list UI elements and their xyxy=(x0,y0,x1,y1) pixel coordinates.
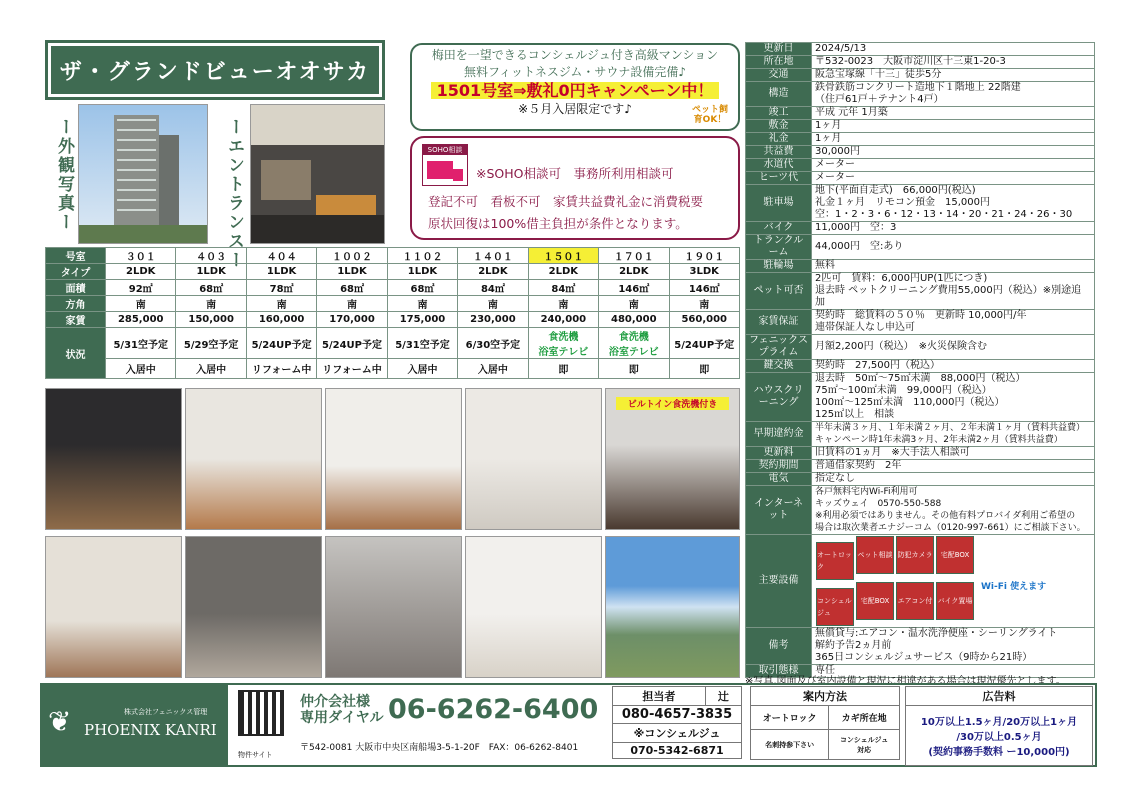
spec-row xyxy=(746,335,1095,360)
rooms-row-status xyxy=(46,328,740,359)
room-cell: 入居中 xyxy=(387,359,457,379)
room-cell: 175,000 xyxy=(387,312,457,328)
spec-row xyxy=(746,235,1095,260)
room-cell: 入居中 xyxy=(106,359,176,379)
room-cell: 560,000 xyxy=(669,312,740,328)
spec-row xyxy=(746,373,1095,422)
room-cell: 2LDK xyxy=(458,264,528,280)
room-cell: 1LDK xyxy=(317,264,387,280)
equipment-icon: コンシェルジュ xyxy=(816,588,854,626)
room-cell: 即 xyxy=(669,359,740,379)
promo-line1: 梅田を一望できるコンシェルジュ付き高級マンション xyxy=(431,48,719,62)
spec-value: 退去時 50㎡〜75㎡未満 88,000円（税込） 75㎡〜100㎡未満 99,000円（税込） 100㎡〜125㎡未満 110,000円（税込） 125㎡以上 相談 xyxy=(812,373,1095,422)
ad-text: 10万以上1.5ヶ月/20万以上1ヶ月 /30万以上0.5ヶ月 (契約事務手数料 ー10,000円) xyxy=(906,706,1093,766)
rooms-row-label: 面積 xyxy=(46,280,106,296)
kitchen-photo xyxy=(465,536,602,678)
soho-line3: 原状回復は100%借主負担が条件となります。 xyxy=(428,216,688,231)
spec-key: 家賃保証 xyxy=(746,310,812,335)
room-cell: 5/24UP予定 xyxy=(246,328,316,359)
view-photo xyxy=(605,536,740,678)
rooms-table xyxy=(45,247,740,379)
phoenix-logo-icon: ❦ xyxy=(48,705,72,738)
room-cell: 5/29空予定 xyxy=(176,328,246,359)
spec-row xyxy=(746,273,1095,310)
spec-value: 月額2,200円（税込） ※火災保険含む xyxy=(812,335,1095,360)
guide-table xyxy=(750,686,900,760)
spec-key: 早期違約金 xyxy=(746,422,812,447)
room-cell: 南 xyxy=(528,296,598,312)
room-cell: 480,000 xyxy=(599,312,669,328)
room-cell: １９０１ xyxy=(669,248,740,264)
spec-value: 専任 xyxy=(812,665,1095,678)
room-cell: 即 xyxy=(528,359,598,379)
dishwasher-photo xyxy=(605,388,740,530)
spec-value: 鉄骨鉄筋コンクリート造地下１階地上 22階建 （住戸61戸＋テナント4戸） xyxy=(812,82,1095,107)
spec-key: 礼金 xyxy=(746,133,812,146)
room-cell: ４０４ xyxy=(246,248,316,264)
spec-row xyxy=(746,69,1095,82)
spec-row xyxy=(746,260,1095,273)
spec-key: 敷金 xyxy=(746,120,812,133)
staff-label: 担当者 xyxy=(613,687,706,706)
concierge-phone: 070-5342-6871 xyxy=(613,743,742,759)
rooms-row-area xyxy=(46,280,740,296)
spec-value: 2024/5/13 xyxy=(812,43,1095,56)
guide-label: 案内方法 xyxy=(751,687,900,706)
room-cell: 240,000 xyxy=(528,312,598,328)
room-cell: １７０１ xyxy=(599,248,669,264)
spec-key: 更新料 xyxy=(746,447,812,460)
spec-value: 1ヶ月 xyxy=(812,120,1095,133)
room-cell: 食洗機 浴室テレビ xyxy=(528,328,598,359)
spec-row xyxy=(746,107,1095,120)
spec-row xyxy=(746,172,1095,185)
room-cell: 2LDK xyxy=(599,264,669,280)
spec-row xyxy=(746,422,1095,447)
spec-row xyxy=(746,447,1095,460)
room-cell: リフォーム中 xyxy=(246,359,316,379)
equipment-icon: オートロック xyxy=(816,542,854,580)
room-cell: 5/31空予定 xyxy=(106,328,176,359)
spec-key: 水道代 xyxy=(746,159,812,172)
washroom-photo xyxy=(45,536,182,678)
spec-row xyxy=(746,120,1095,133)
room-cell: 5/24UP予定 xyxy=(669,328,740,359)
spec-key: 駐輪場 xyxy=(746,260,812,273)
room-cell: ４０３ xyxy=(176,248,246,264)
equipment-icon: 宅配BOX xyxy=(936,536,974,574)
spec-row xyxy=(746,460,1095,473)
rooms-row-label: 方角 xyxy=(46,296,106,312)
promo-box xyxy=(410,43,740,131)
spec-value: 11,000円 空：3 xyxy=(812,222,1095,235)
company-name: PHOENIX KANRI xyxy=(84,721,217,739)
photo-grid xyxy=(45,388,740,680)
room-cell: 3LDK xyxy=(669,264,740,280)
spec-key: バイク xyxy=(746,222,812,235)
room-cell: 南 xyxy=(106,296,176,312)
spec-value: 1ヶ月 xyxy=(812,133,1095,146)
spec-value: メーター xyxy=(812,159,1095,172)
bedroom-photo xyxy=(325,388,462,530)
spec-value: 2匹可 賃料：6,000円UP(1匹につき) 退去時 ペットクリーニング費用55,000円（税込）※別途追加 xyxy=(812,273,1095,310)
spec-value: 契約時 総賃料の５０％ 更新時 10,000円/年 連帯保証人なし申込可 xyxy=(812,310,1095,335)
spec-key: 更新日 xyxy=(746,43,812,56)
soho-line1: ※SOHO相談可 事務所利用相談可 xyxy=(476,166,674,181)
spec-value: 〒532-0023 大阪市淀川区十三東1-20-3 xyxy=(812,56,1095,69)
spec-row xyxy=(746,43,1095,56)
spec-value: 30,000円 xyxy=(812,146,1095,159)
rooms-row-dir xyxy=(46,296,740,312)
rooms-row-type xyxy=(46,264,740,280)
qr-code-icon[interactable] xyxy=(238,690,284,736)
spec-row xyxy=(746,310,1095,335)
spec-value: 半年未満３ヶ月、１年未満２ヶ月、２年未満１ヶ月（賃料共益費） キャンペーン時1年未満3ヶ月、2年未満2ヶ月（賃料共益費） xyxy=(812,422,1095,447)
spec-row xyxy=(746,133,1095,146)
spec-row xyxy=(746,535,1095,628)
spec-row xyxy=(746,146,1095,159)
spec-value: 阪急宝塚線「十三」徒歩5分 xyxy=(812,69,1095,82)
spec-value: 平成 元年 1月築 xyxy=(812,107,1095,120)
staff-phone: 080-4657-3835 xyxy=(613,706,742,724)
room-cell: 230,000 xyxy=(458,312,528,328)
room-cell: 南 xyxy=(387,296,457,312)
staff-table xyxy=(612,686,742,759)
spec-value: 各戸無料宅内Wi-Fi利用可 キッズウェイ 0570-550-588 ※利用必須ではありません。その他有料プロバイダ利用ご希望の 場合は取次業者エナジーコム（0120-997-661）にご相談下さい。 xyxy=(812,486,1095,535)
spec-key: ペット可否 xyxy=(746,273,812,310)
room-cell: 5/24UP予定 xyxy=(317,328,387,359)
spec-key: ヒーツ代 xyxy=(746,172,812,185)
room-cell: 南 xyxy=(458,296,528,312)
rooms-row-rent xyxy=(46,312,740,328)
white-floor-photo xyxy=(465,388,602,530)
spec-key: 竣工 xyxy=(746,107,812,120)
spec-row xyxy=(746,473,1095,486)
spec-key: 駐車場 xyxy=(746,185,812,222)
concierge-label: ※コンシェルジュ xyxy=(613,724,742,743)
equipment-icon: バイク置場 xyxy=(936,582,974,620)
living-kitchen-photo xyxy=(45,388,182,530)
soho-badge: SOHO相談 xyxy=(423,145,467,155)
staff-name: 辻 xyxy=(705,687,741,706)
room-cell: 146㎡ xyxy=(599,280,669,296)
promo-line2: 無料フィットネスジム・サウナ設備完備♪ xyxy=(463,65,687,79)
disclaimer: ※写真,図面及び室内設備と現況に相違がある場合は現況優先とします。 xyxy=(745,676,1066,687)
spec-key: 共益費 xyxy=(746,146,812,159)
dishwasher-caption: ビルトイン食洗機付き xyxy=(616,397,729,410)
spec-key: 所在地 xyxy=(746,56,812,69)
dial-label-1: 仲介会社様 xyxy=(300,694,370,710)
room-cell: 92㎡ xyxy=(106,280,176,296)
bathroom-photo xyxy=(325,536,462,678)
rooms-row-label: 号室 xyxy=(46,248,106,264)
spec-row xyxy=(746,82,1095,107)
spec-row xyxy=(746,486,1095,535)
living-room-photo xyxy=(185,388,322,530)
spec-key: 電気 xyxy=(746,473,812,486)
guide-c: 名刺持参下さい xyxy=(751,730,829,760)
room-cell: 68㎡ xyxy=(317,280,387,296)
rooms-row-label: 状況 xyxy=(46,328,106,379)
room-cell: 食洗機 浴室テレビ xyxy=(599,328,669,359)
dial-label xyxy=(300,694,384,726)
building-title: ザ・グランドビューオオサカ xyxy=(51,46,379,94)
room-cell: 160,000 xyxy=(246,312,316,328)
spec-row xyxy=(746,222,1095,235)
room-cell: 南 xyxy=(599,296,669,312)
room-cell: 84㎡ xyxy=(458,280,528,296)
room-cell: リフォーム中 xyxy=(317,359,387,379)
dial-label-2: 専用ダイヤル xyxy=(300,710,384,726)
room-cell: 1LDK xyxy=(387,264,457,280)
room-cell: 68㎡ xyxy=(387,280,457,296)
spec-row xyxy=(746,56,1095,69)
room-cell: 南 xyxy=(176,296,246,312)
room-cell: 1LDK xyxy=(246,264,316,280)
room-cell: 2LDK xyxy=(528,264,598,280)
spec-key: 備考 xyxy=(746,628,812,665)
guide-d: コンシェルジュ 対応 xyxy=(829,730,900,760)
room-cell: 南 xyxy=(246,296,316,312)
spec-value: 地下(平面自走式) 66,000円(税込) 礼金１ヶ月 リモコン預金 15,000円 空：1・2・3・6・12・13・14・20・21・24・26・30 xyxy=(812,185,1095,222)
room-cell: 150,000 xyxy=(176,312,246,328)
equipment-icon: 宅配BOX xyxy=(856,582,894,620)
promo-note: ※５月入居限定です♪ xyxy=(518,102,632,116)
room-cell: 入居中 xyxy=(176,359,246,379)
soho-box xyxy=(410,136,740,240)
spec-row xyxy=(746,185,1095,222)
spec-value: 旧賃料の1ヵ月 ※大手法人相談可 xyxy=(812,447,1095,460)
spec-value: 指定なし xyxy=(812,473,1095,486)
spec-key: トランクルーム xyxy=(746,235,812,260)
room-cell: 入居中 xyxy=(458,359,528,379)
room-cell: 1LDK xyxy=(176,264,246,280)
company-logo-box xyxy=(42,685,228,765)
exterior-label: ー外観写真ー xyxy=(54,118,74,232)
guide-a: オートロック xyxy=(751,706,829,730)
room-cell: ３０１ xyxy=(106,248,176,264)
spec-value: 無償貸与:エアコン・温水洗浄便座・シーリングライト 解約予告2ヵ月前 365日コンシェルジュサービス（9時から21時） xyxy=(812,628,1095,665)
rooms-row-no xyxy=(46,248,740,264)
room-cell: １００２ xyxy=(317,248,387,264)
room-cell: 5/31空予定 xyxy=(387,328,457,359)
building-title-box xyxy=(45,40,385,100)
exterior-photo xyxy=(78,104,208,244)
room-cell: 285,000 xyxy=(106,312,176,328)
toilet-photo xyxy=(185,536,322,678)
spec-key: 主要設備 xyxy=(746,535,812,628)
room-cell: 78㎡ xyxy=(246,280,316,296)
room-cell: 6/30空予定 xyxy=(458,328,528,359)
soho-line2: 登記不可 看板不可 家賃共益費礼金に消費税要 xyxy=(428,194,704,209)
spec-key: インターネット xyxy=(746,486,812,535)
room-cell: 84㎡ xyxy=(528,280,598,296)
footer-address: 〒542-0081 大阪市中央区南船場3-5-1-20F FAX：06-6262-8401 xyxy=(300,743,579,753)
spec-value xyxy=(812,535,1095,628)
spec-key: 構造 xyxy=(746,82,812,107)
equipment-icon: 防犯カメラ xyxy=(896,536,934,574)
spec-row xyxy=(746,628,1095,665)
spec-table xyxy=(745,42,1095,678)
room-cell: １４０１ xyxy=(458,248,528,264)
spec-key: 契約期間 xyxy=(746,460,812,473)
room-cell: 南 xyxy=(669,296,740,312)
spec-key: 取引態様 xyxy=(746,665,812,678)
entrance-photo xyxy=(250,104,385,244)
spec-value: 契約時 27,500円（税込） xyxy=(812,360,1095,373)
promo-headline: 1501号室⇒敷礼0円キャンペーン中！ xyxy=(431,82,720,99)
spec-key: 鍵交換 xyxy=(746,360,812,373)
spec-value: 普通借家契約 2年 xyxy=(812,460,1095,473)
equipment-icon: エアコン付 xyxy=(896,582,934,620)
ad-label: 広告料 xyxy=(906,687,1093,706)
soho-icon xyxy=(422,144,468,186)
spec-key: フェニックスプライム xyxy=(746,335,812,360)
spec-value: 44,000円 空:あり xyxy=(812,235,1095,260)
qr-label: 物件サイト xyxy=(238,751,273,759)
equipment-icon: ペット相談 xyxy=(856,536,894,574)
spec-row xyxy=(746,159,1095,172)
room-cell: 146㎡ xyxy=(669,280,740,296)
room-cell: 170,000 xyxy=(317,312,387,328)
room-cell: １１０２ xyxy=(387,248,457,264)
wifi-icon: Wi-Fi 使えます xyxy=(981,582,1047,592)
pet-badge: ペット飼育OK！ xyxy=(691,105,728,125)
room-cell: 南 xyxy=(317,296,387,312)
rooms-row-label: タイプ xyxy=(46,264,106,280)
company-small: 株式会社フェニックス管理 xyxy=(124,708,208,716)
spec-value: 無料 xyxy=(812,260,1095,273)
spec-row xyxy=(746,360,1095,373)
spec-value: メーター xyxy=(812,172,1095,185)
rooms-row-label: 家賃 xyxy=(46,312,106,328)
room-cell: 即 xyxy=(599,359,669,379)
spec-key: ハウスクリーニング xyxy=(746,373,812,422)
entrance-label: ーエントランスー xyxy=(224,118,244,270)
room-cell: １５０１ xyxy=(528,248,598,264)
dial-number: 06-6262-6400 xyxy=(388,694,599,725)
ad-table xyxy=(905,686,1093,766)
spec-key: 交通 xyxy=(746,69,812,82)
room-cell: 68㎡ xyxy=(176,280,246,296)
guide-b: カギ所在地 xyxy=(829,706,900,730)
rooms-row-move xyxy=(46,359,740,379)
room-cell: 2LDK xyxy=(106,264,176,280)
